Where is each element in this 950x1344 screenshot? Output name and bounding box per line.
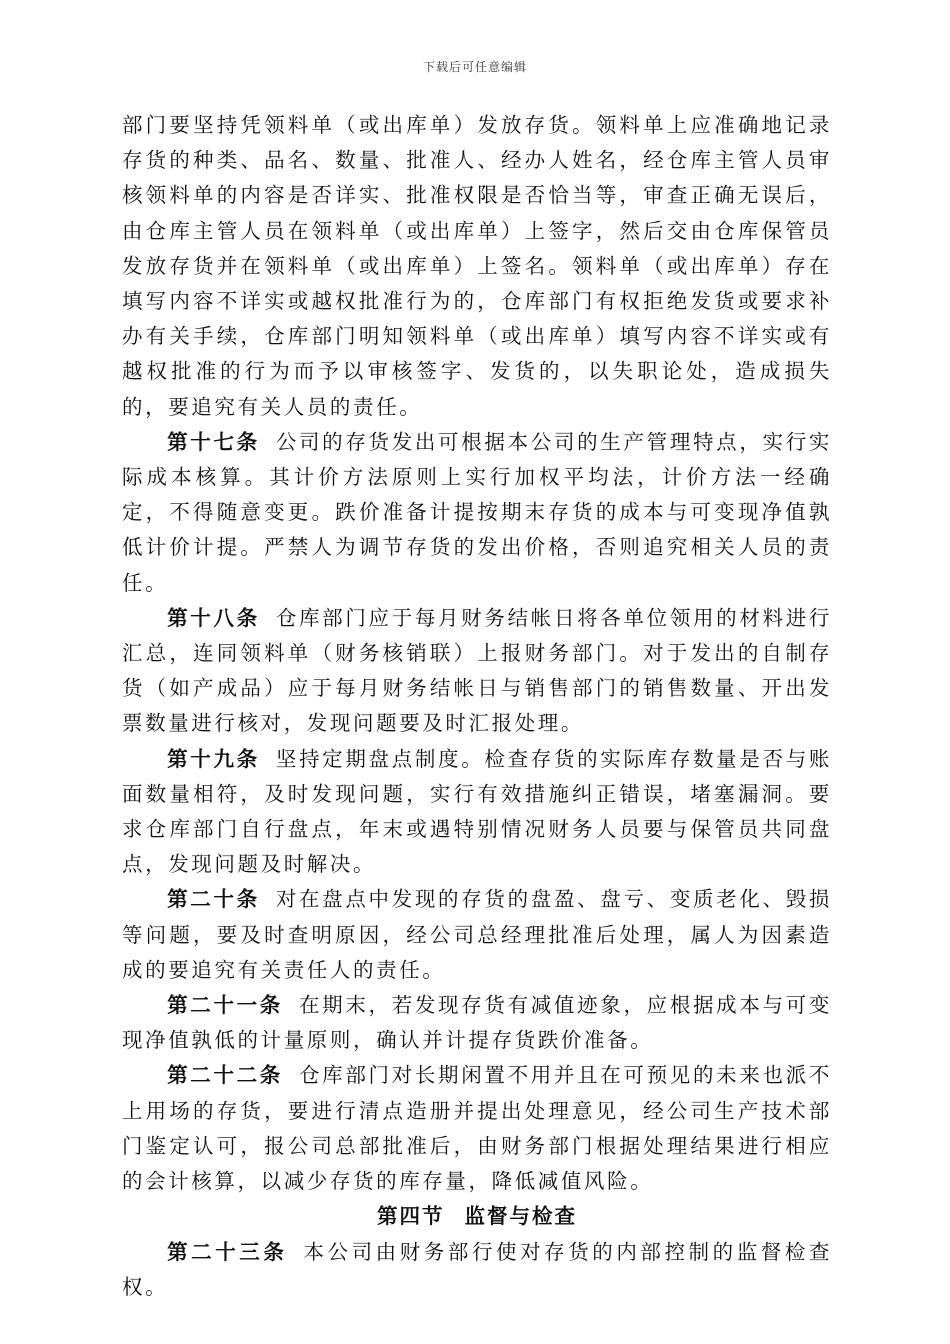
article-text: 本公司由财务部行使对存货的内部控制的监督检查权。 [122,1239,833,1299]
article-text: 在期末，若发现存货有减值迹象，应根据成本与可变现净值孰低的计量原则，确认并计提存货跌价准备。 [122,993,832,1053]
article-21 [122,988,832,1058]
article-number: 第二十二条 [167,1063,283,1088]
article-text: 仓库部门对长期闲置不用并且在可预见的未来也派不上用场的存货，要进行清点造册并提出处理意见，经公司生产技术部门鉴定认可，报公司总部批准后，由财务部门根据处理结果进行相应的会计核算，以减少存货的库存量，降低减值风险。 [122,1063,832,1194]
article-number: 第十七条 [167,429,260,454]
article-number: 第二十一条 [167,993,283,1018]
article-18 [122,601,832,742]
document-body [122,108,832,1305]
article-number: 第二十三条 [167,1239,288,1264]
header-note: 下载后可任意编辑 [422,60,527,74]
article-20 [122,882,832,988]
intro-paragraph: 部门要坚持凭领料单（或出库单）发放存货。领料单上应准确地记录存货的种类、品名、数量、批准人、经办人姓名，经仓库主管人员审核领料单的内容是否详实、批准权限是否恰当等，审查正确无误后，由仓库主管人员在领料单（或出库单）上签字，然后交由仓库保管员发放存货并在领料单（或出库单）上签名。领料单（或出库单）存在填写内容不详实或越权批准行为的，仓库部门有权拒绝发货或要求补办有关手续，仓库部门明知领料单（或出库单）填写内容不详实或有越权批准的行为而予以审核签字、发货的，以失职论处，造成损失的，要追究有关人员的责任。 [122,113,832,419]
article-text: 仓库部门应于每月财务结帐日将各单位领用的材料进行汇总，连同领料单（财务核销联）上报财务部门。对于发出的自制存货（如产成品）应于每月财务结帐日与销售部门的销售数量、开出发票数量进行核对，发现问题要及时汇报处理。 [122,605,832,736]
article-23 [122,1235,832,1305]
section-number: 第四节 [377,1204,445,1229]
article-text: 对在盘点中发现的存货的盘盈、盘亏、变质老化、毁损等问题，要及时查明原因，经公司总经理批准后处理，属人为因素造成的要追究有关责任人的责任。 [122,887,832,982]
article-19 [122,742,832,883]
article-number: 第十九条 [167,746,260,771]
article-17 [122,425,832,601]
section-title: 监督与检查 [464,1204,577,1229]
article-22 [122,1058,832,1199]
article-text: 公司的存货发出可根据本公司的生产管理特点，实行实际成本核算。其计价方法原则上实行加权平均法，计价方法一经确定，不得随意变更。跌价准备计提按期末存货的成本与可变现净值孰低计价计提。严禁人为调节存货的发出价格，否则追究相关人员的责任。 [122,429,832,595]
article-number: 第二十条 [167,887,260,912]
article-text: 坚持定期盘点制度。检查存货的实际库存数量是否与账面数量相符，及时发现问题，实行有效措施纠正错误，堵塞漏洞。要求仓库部门自行盘点，年末或遇特别情况财务人员要与保管员共同盘点，发现问题及时解决。 [122,746,832,877]
section-heading [122,1199,832,1234]
article-number: 第十八条 [167,605,260,630]
